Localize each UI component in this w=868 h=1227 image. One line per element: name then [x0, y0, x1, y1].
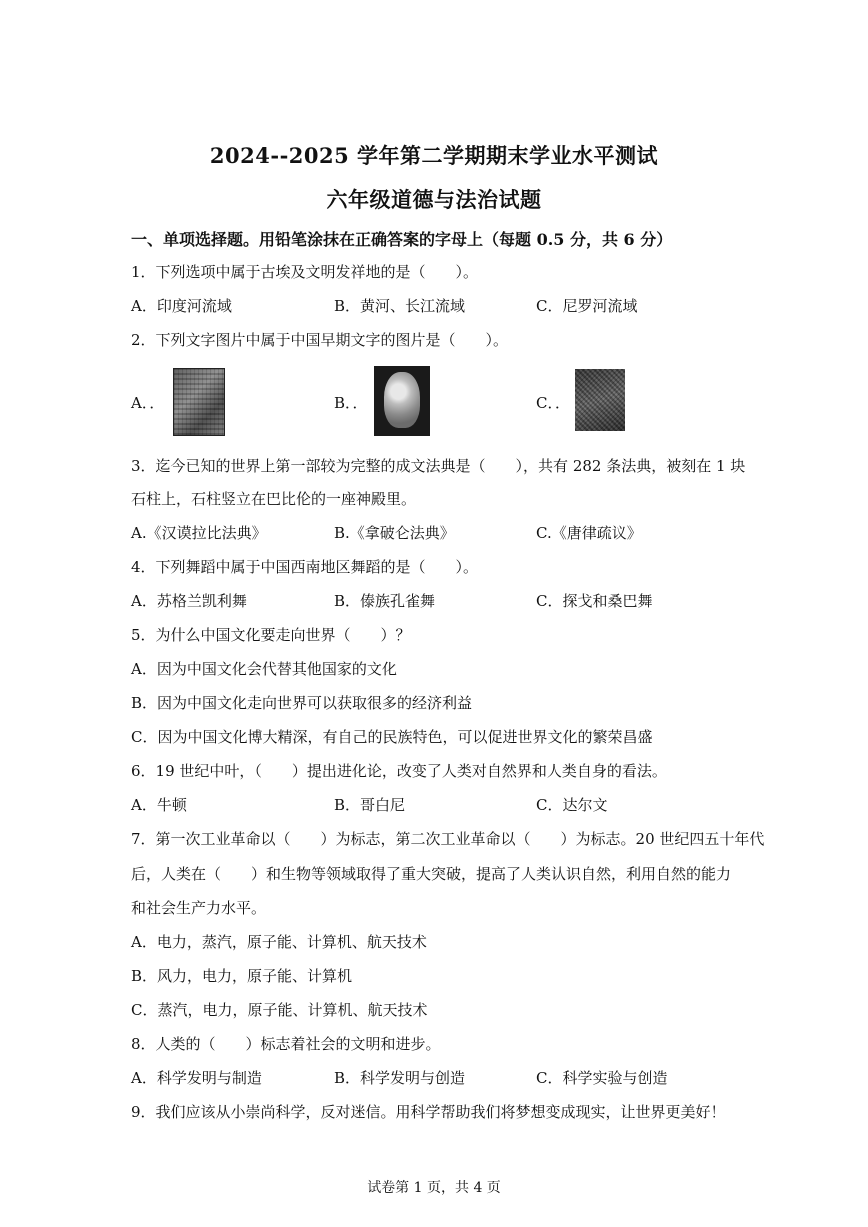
- bronze-artifact-image: [374, 366, 430, 436]
- question-5-stem: 5．为什么中国文化要走向世界（ ）？: [131, 626, 411, 644]
- question-8-option-b: B．科学发明与创造: [334, 1069, 466, 1087]
- question-5-option-c: C．因为中国文化博大精深，有自己的民族特色，可以促进世界文化的繁荣昌盛: [131, 728, 653, 746]
- question-8-stem: 8．人类的（ ）标志着社会的文明和进步。: [131, 1035, 441, 1053]
- question-3-option-a: A.《汉谟拉比法典》: [131, 524, 267, 542]
- question-5-option-a: A．因为中国文化会代替其他国家的文化: [131, 660, 397, 678]
- question-6-stem: 6．19 世纪中叶，（ ）提出进化论，改变了人类对自然界和人类自身的看法。: [131, 762, 667, 780]
- stone-tablet-inscription-image: [173, 368, 225, 436]
- question-1-option-c: C．尼罗河流域: [536, 297, 638, 315]
- page-footer: 试卷第 1 页，共 4 页: [367, 1180, 501, 1196]
- oracle-bone-image: [575, 369, 625, 431]
- question-7-stem-line-2: 后，人类在（ ）和生物等领域取得了重大突破，提高了人类认识自然，利用自然的能力: [131, 865, 732, 883]
- question-6-option-b: B．哥白尼: [334, 796, 406, 814]
- question-7-stem-line-1: 7．第一次工业革命以（ ）为标志，第二次工业革命以（ ）为标志。20 世纪四五十年代: [131, 830, 765, 848]
- question-6-option-a: A．牛顿: [131, 796, 187, 814]
- question-1-stem: 1．下列选项中属于古埃及文明发祥地的是（ ）。: [131, 263, 479, 281]
- question-7-option-c: C．蒸汽，电力，原子能、计算机、航天技术: [131, 1001, 428, 1019]
- question-7-stem-line-3: 和社会生产力水平。: [131, 899, 267, 917]
- question-6-option-c: C．达尔文: [536, 796, 608, 814]
- question-1-option-b: B．黄河、长江流域: [334, 297, 466, 315]
- question-2-option-c: C．．: [536, 394, 570, 412]
- question-7-option-b: B．风力，电力，原子能、计算机: [131, 967, 353, 985]
- page-title: 2024--2025 学年第二学期期末学业水平测试: [209, 143, 659, 168]
- question-2-option-b: B．．: [334, 394, 368, 412]
- question-2-option-a: A．．: [131, 394, 165, 412]
- page-subtitle: 六年级道德与法治试题: [326, 187, 542, 212]
- question-3-option-c: C.《唐律疏议》: [536, 524, 642, 542]
- question-4-option-c: C．探戈和桑巴舞: [536, 592, 653, 610]
- question-3-stem-line-1: 3．迄今已知的世界上第一部较为完整的成文法典是（ ），共有 282 条法典，被刻在 1 块: [131, 457, 746, 475]
- question-1-option-a: A．印度河流域: [131, 297, 232, 315]
- question-7-option-a: A．电力，蒸汽，原子能、计算机、航天技术: [131, 933, 427, 951]
- question-8-option-a: A．科学发明与制造: [131, 1069, 262, 1087]
- question-8-option-c: C．科学实验与创造: [536, 1069, 668, 1087]
- question-5-option-b: B．因为中国文化走向世界可以获取很多的经济利益: [131, 694, 473, 712]
- question-3-option-b: B.《拿破仑法典》: [334, 524, 455, 542]
- question-3-stem-line-2: 石柱上，石柱竖立在巴比伦的一座神殿里。: [131, 490, 417, 508]
- question-4-option-b: B．傣族孔雀舞: [334, 592, 436, 610]
- question-4-stem: 4．下列舞蹈中属于中国西南地区舞蹈的是（ ）。: [131, 558, 479, 576]
- question-9-stem: 9．我们应该从小崇尚科学，反对迷信。用科学帮助我们将梦想变成现实，让世界更美好！: [131, 1103, 726, 1121]
- question-4-option-a: A．苏格兰凯利舞: [131, 592, 247, 610]
- section-heading: 一、单项选择题。用铅笔涂抹在正确答案的字母上（每题 0.5 分，共 6 分）: [131, 230, 673, 249]
- question-2-stem: 2．下列文字图片中属于中国早期文字的图片是（ ）。: [131, 331, 509, 349]
